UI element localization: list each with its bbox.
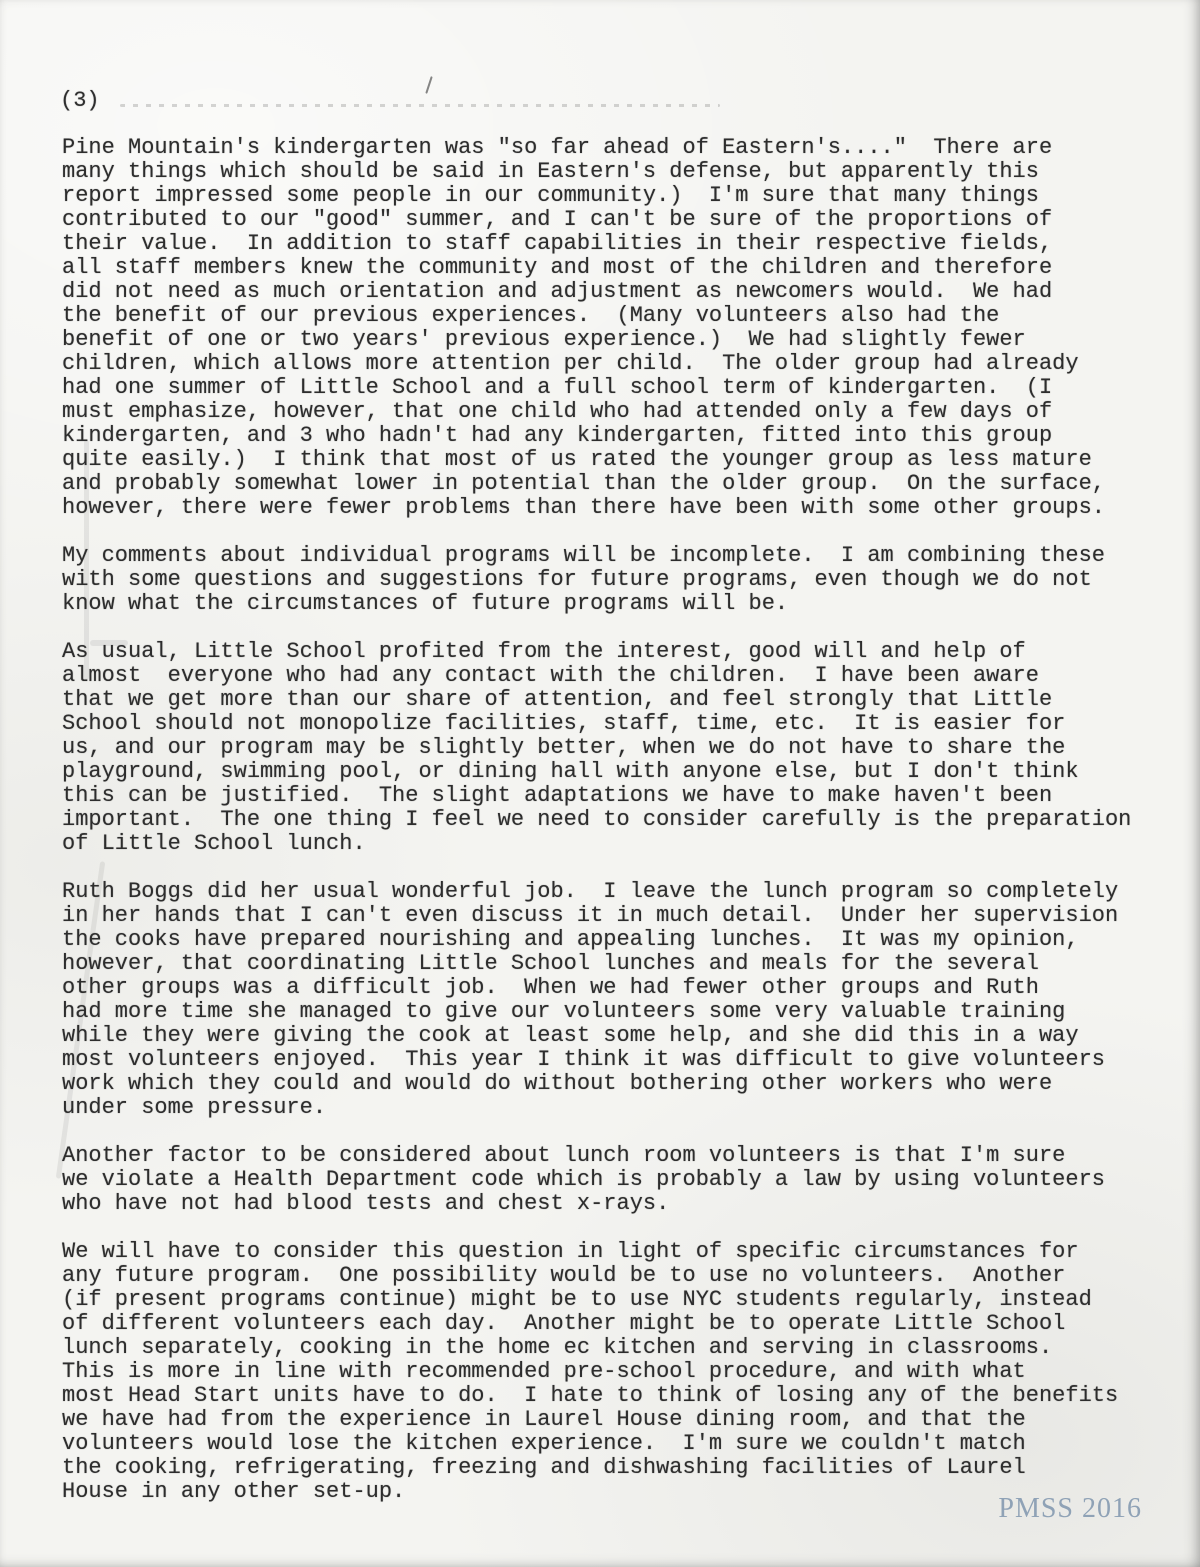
paragraph-6: We will have to consider this question in light of specific circumstances for any future program. One possibility would be to use no volunteers. Another (if present programs continue) might be to use NYC students regularly, instead of different volunteers each day. Another might be to operate Little School lunch separately, cooking in the home ec kitchen and serving in classrooms. This is more in line with recommended pre-school procedure, and with what most Head Start units have to do. I hate to think of losing any of the benefits we have had from the experience in Laurel House dining room, and that the volunteers would lose the kitchen experience. I'm sure we couldn't match the cooking, refrigerating, freezing and dishwashing facilities of Laurel House in any other set-up. bbox=[62, 1239, 1119, 1504]
page-number: (3) bbox=[60, 88, 100, 113]
watermark-pmss: PMSS 2016 bbox=[998, 1493, 1142, 1524]
paragraph-3: As usual, Little School profited from the interest, good will and help of almost everyone who had any contact with the children. I have been aware that we get more than our share of attention, and feel strongly that Little School should not monopolize facilities, staff, time, etc. It is easier for us, and our program may be slightly better, when we do not have to share the playground, swimming pool, or dining hall with anyone else, but I don't think this can be justified. The slight adaptations we have to make haven't been important. The one thing I feel we need to consider carefully is the preparation of Little School lunch. bbox=[62, 639, 1132, 856]
scan-artifact-pen-mark bbox=[425, 76, 432, 94]
paragraph-4: Ruth Boggs did her usual wonderful job. I leave the lunch program so completely in her hands that I can't even discuss it in much detail. Under her supervision the cooks have prepared nourishing and appealing lunches. It was my opinion, however, that coordinating Little School lunches and meals for the several other groups was a difficult job. When we had fewer other groups and Ruth had more time she managed to give our volunteers some very valuable training while they were giving the cook at least some help, and she did this in a way most volunteers enjoyed. This year I think it was difficult to give volunteers work which they could and would do without bothering other workers who were under some pressure. bbox=[62, 879, 1119, 1120]
scan-artifact-dotted-line bbox=[120, 104, 720, 107]
paragraph-2: My comments about individual programs will be incomplete. I am combining these with some questions and suggestions for future programs, even though we do not know what the circumstances of future programs will be. bbox=[62, 543, 1105, 616]
paragraph-5: Another factor to be considered about lunch room volunteers is that I'm sure we violate a Health Department code which is probably a law by using volunteers who have not had blood tests and chest x-rays. bbox=[62, 1143, 1105, 1216]
paragraph-1: Pine Mountain's kindergarten was "so far ahead of Eastern's...." There are many things which should be said in Eastern's defense, but apparently this report impressed some people in our community.) I'm sure that many things contributed to our "good" summer, and I can't be sure of the proportions of their value. In addition to staff capabilities in their respective fields, all staff members knew the community and most of the children and therefore did not need as much orientation and adjustment as newcomers would. We had the benefit of our previous experiences. (Many volunteers also had the benefit of one or two years' previous experience.) We had slightly fewer children, which allows more attention per child. The older group had already had one summer of Little School and a full school term of kindergarten. (I must emphasize, however, that one child who had attended only a few days of kindergarten, and 3 who hadn't had any kindergarten, fitted into this group quite easily.) I think that most of us rated the younger group as less mature and probably somewhat lower in potential than the older group. On the surface, however, there were fewer problems than there have been with some other groups. bbox=[62, 135, 1105, 520]
document-body bbox=[62, 136, 1182, 1504]
